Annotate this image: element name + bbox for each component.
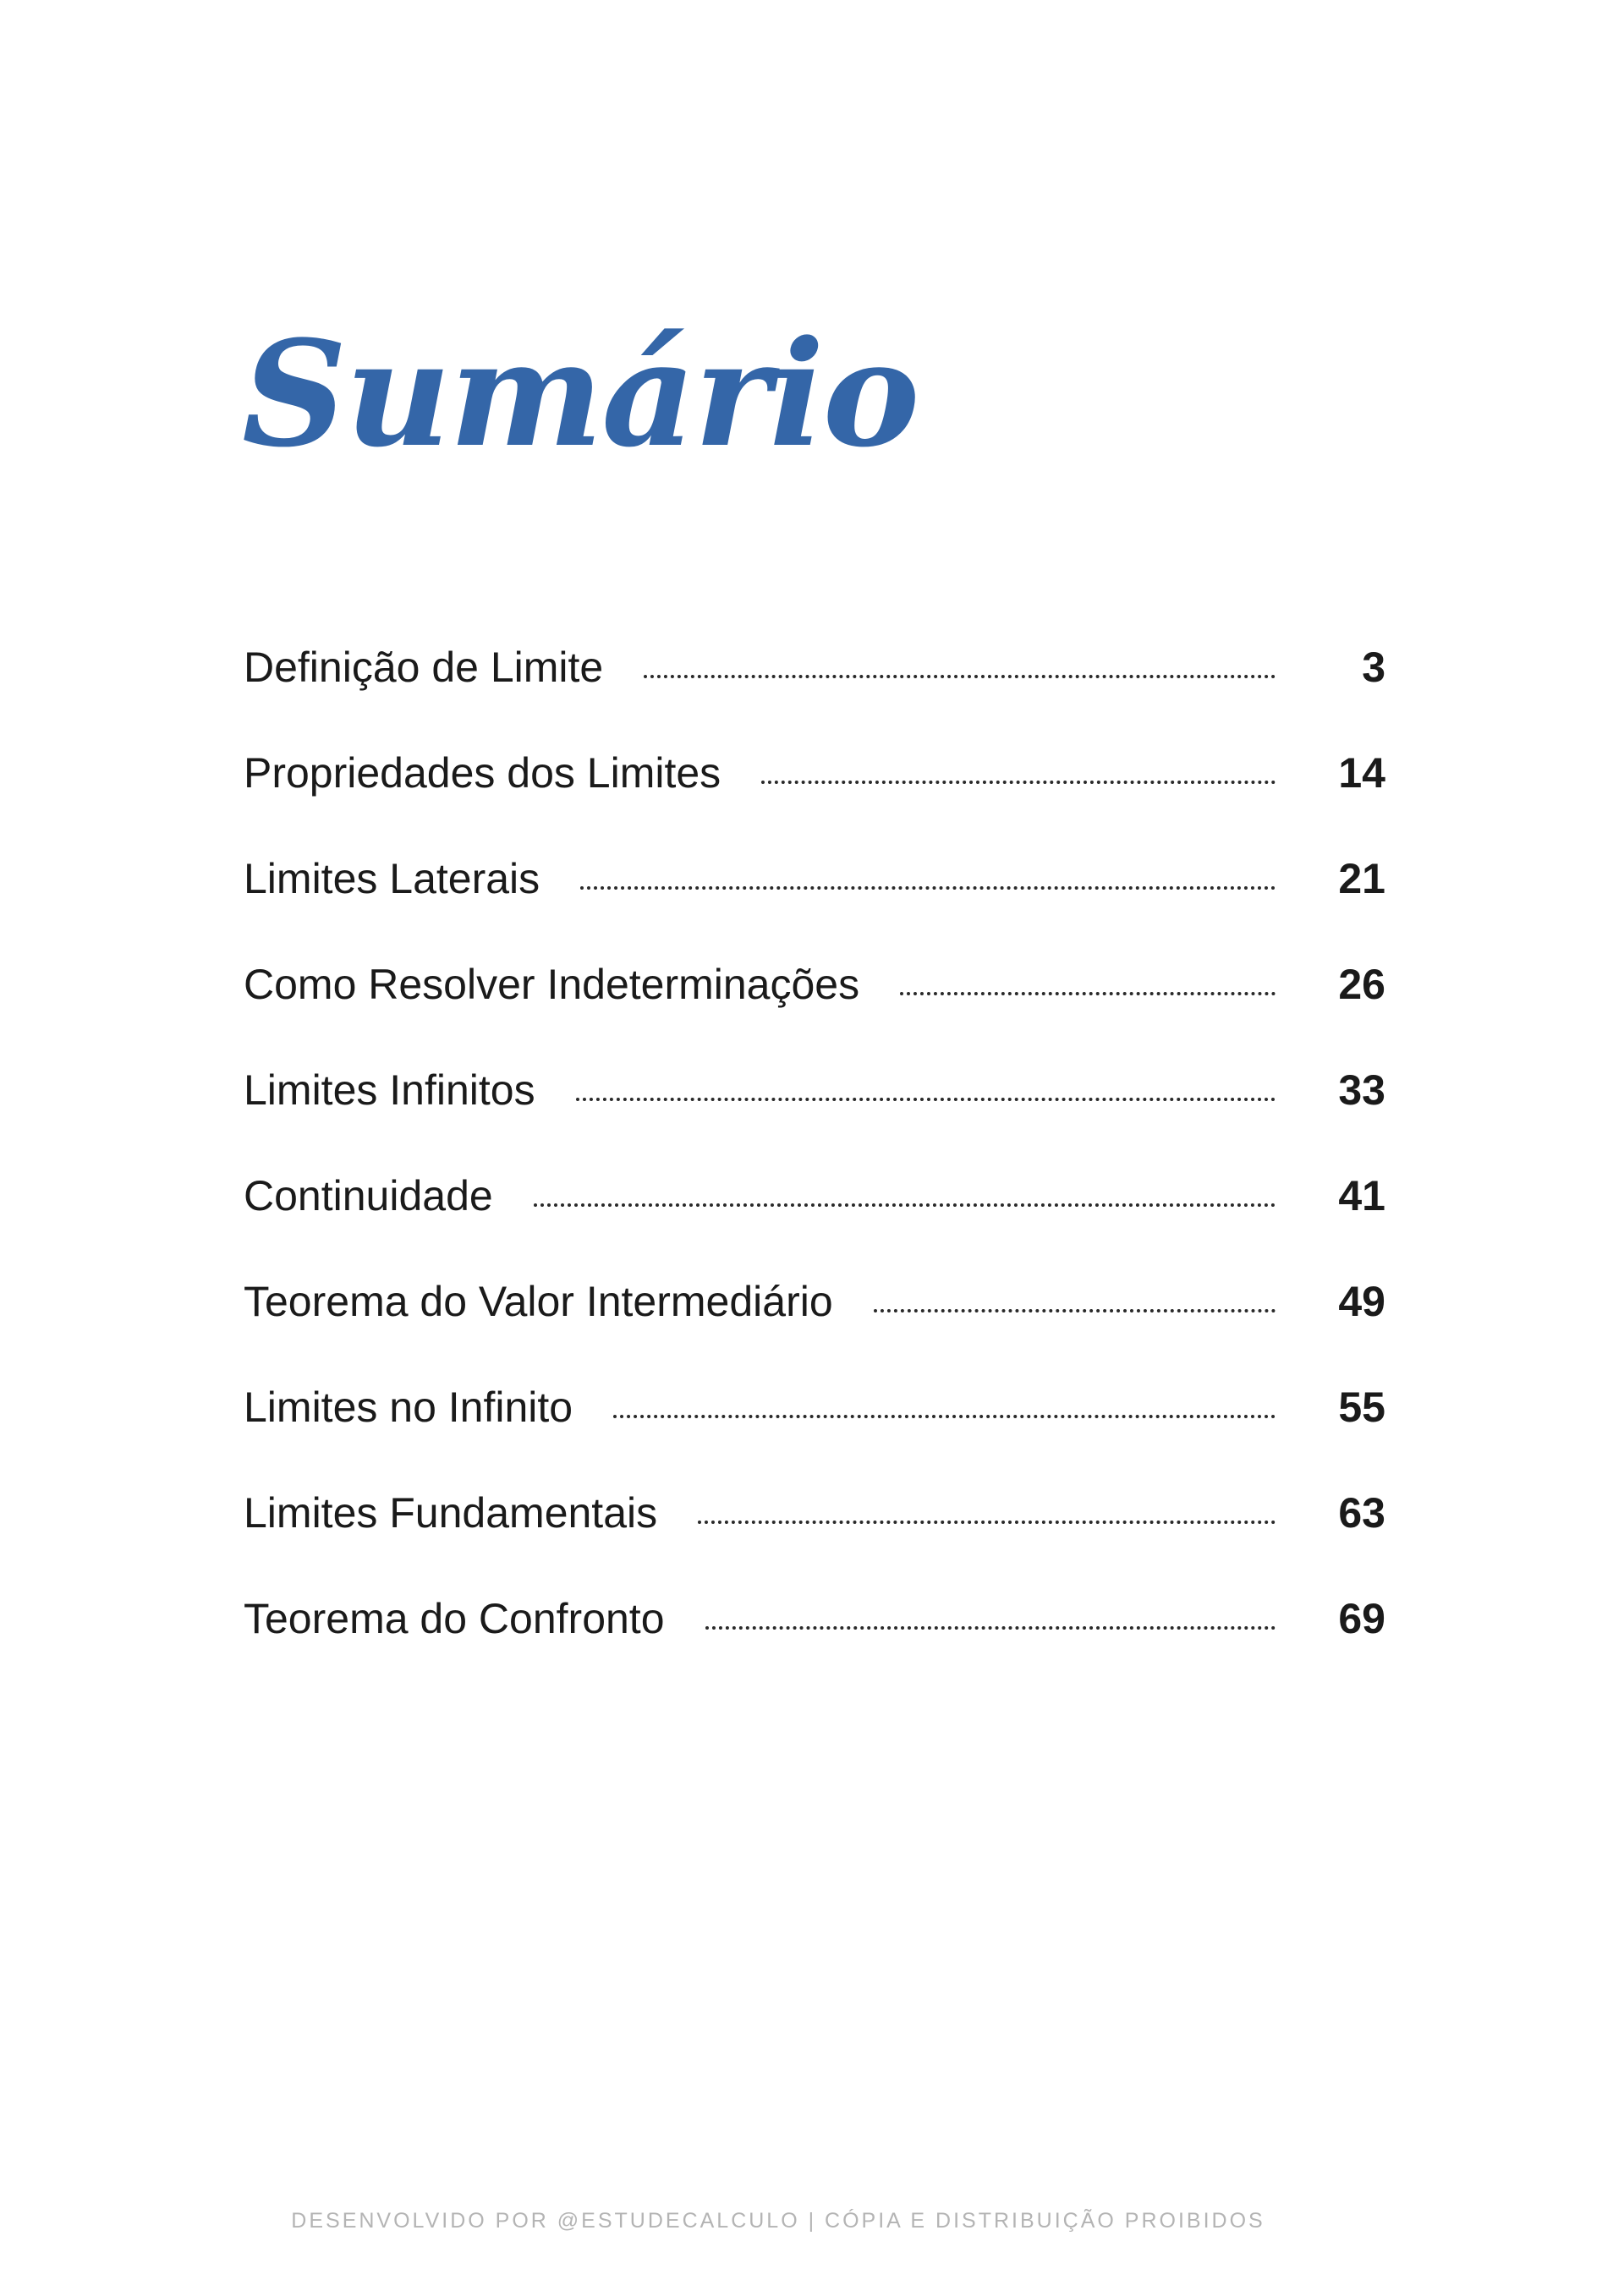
toc-item[interactable] [244, 1594, 1385, 1700]
toc-item[interactable] [244, 643, 1385, 748]
toc-item-page: 55 [1338, 1384, 1385, 1431]
toc-item-label: Limites no Infinito [244, 1384, 573, 1431]
page-title: Sumário [242, 308, 919, 479]
toc-leader-dots [534, 1203, 1276, 1207]
toc-leader-dots [874, 1309, 1276, 1312]
toc-item-label: Limites Infinitos [244, 1066, 535, 1114]
toc-leader-dots [698, 1521, 1276, 1524]
toc-leader-dots [613, 1415, 1276, 1418]
toc-item-page: 33 [1338, 1066, 1385, 1114]
toc-item[interactable] [244, 1488, 1385, 1594]
toc-item[interactable] [244, 1383, 1385, 1488]
toc-item-page: 21 [1338, 855, 1385, 902]
toc-item-page: 41 [1338, 1172, 1385, 1219]
toc-item-label: Continuidade [244, 1172, 493, 1219]
toc-item-label: Teorema do Valor Intermediário [244, 1278, 833, 1325]
toc-item-page: 3 [1362, 644, 1385, 691]
toc-leader-dots [705, 1626, 1276, 1630]
toc-item-label: Teorema do Confronto [244, 1595, 665, 1642]
toc-item-page: 14 [1338, 749, 1385, 797]
toc-item[interactable] [244, 1171, 1385, 1277]
page-footer: DESENVOLVIDO POR @ESTUDECALCULO | CÓPIA E DISTRIBUIÇÃO PROIBIDOS [291, 2209, 1265, 2233]
toc-leader-dots [644, 675, 1276, 678]
toc-item[interactable] [244, 854, 1385, 960]
toc-item-page: 49 [1338, 1278, 1385, 1325]
toc-item-label: Limites Fundamentais [244, 1489, 658, 1537]
toc-item[interactable] [244, 1277, 1385, 1383]
toc-item-label: Limites Laterais [244, 855, 540, 902]
toc-leader-dots [576, 1098, 1276, 1101]
toc-item-page: 69 [1338, 1595, 1385, 1642]
toc-item-label: Como Resolver Indeterminações [244, 961, 860, 1008]
toc-item[interactable] [244, 960, 1385, 1066]
toc-leader-dots [580, 886, 1276, 890]
toc-item[interactable] [244, 748, 1385, 854]
toc-leader-dots [900, 992, 1276, 995]
toc-item-label: Definição de Limite [244, 644, 604, 691]
toc-item[interactable] [244, 1066, 1385, 1171]
toc-leader-dots [761, 781, 1276, 784]
toc-item-label: Propriedades dos Limites [244, 749, 721, 797]
table-of-contents [244, 643, 1385, 1700]
toc-item-page: 63 [1338, 1489, 1385, 1537]
toc-item-page: 26 [1338, 961, 1385, 1008]
